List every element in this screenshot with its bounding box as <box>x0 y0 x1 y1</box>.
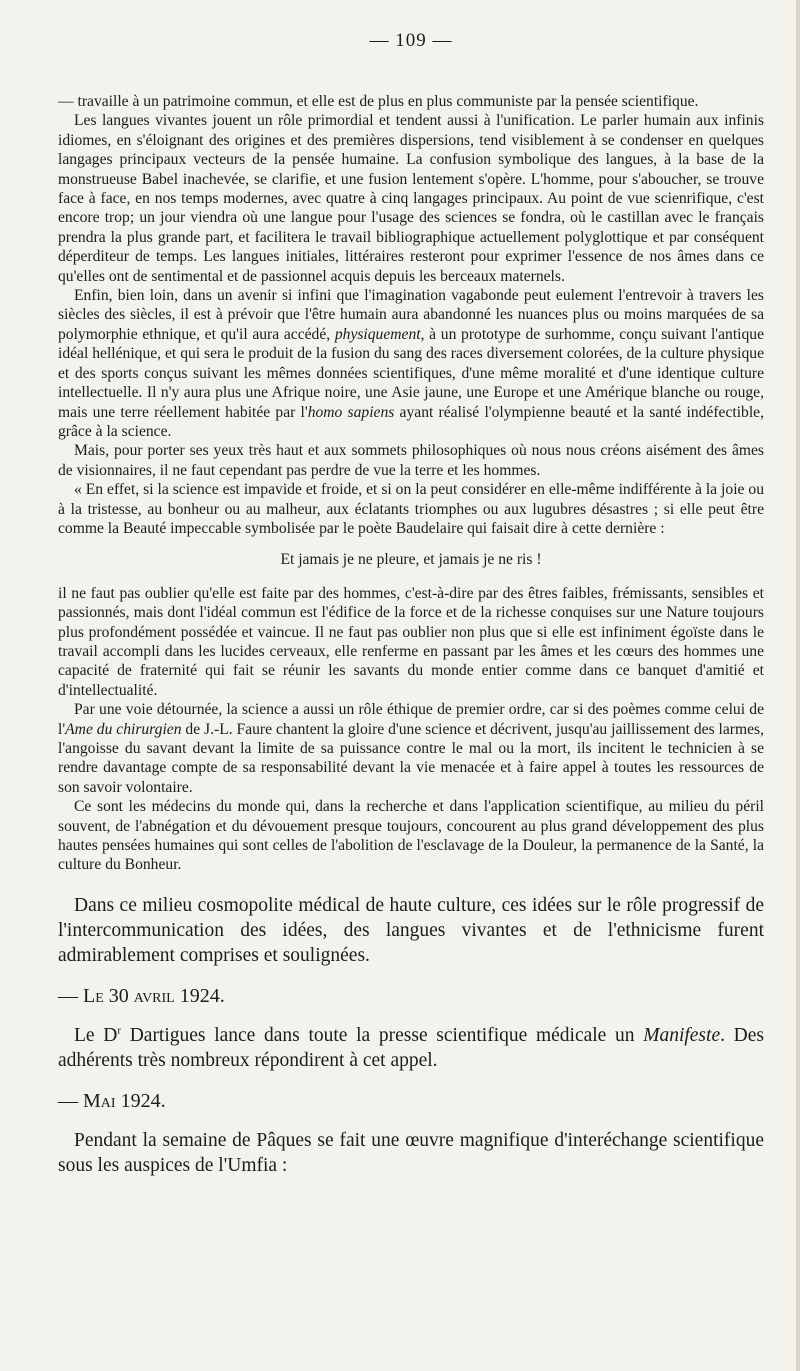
paragraph-4: Mais, pour porter ses yeux très haut et aux sommets philosophiques où nous nous créons aisément des âmes de visionnaires, il ne faut cependant pas perdre de vue la terre et les hommes. <box>58 442 764 479</box>
date-heading-april <box>58 984 764 1009</box>
paragraph-11: Pendant la semaine de Pâques se fait une œuvre magnifique d'interéchange scientifique sous les auspices de l'Umfia : <box>58 1129 764 1176</box>
paragraph-10-part-2: Dartigues lance dans toute la presse scientifique médicale un <box>121 1024 644 1046</box>
paragraph-3 <box>58 286 764 441</box>
paragraph-7-part-1: Par une voie détournée, la science a aussi un rôle éthique de premier ordre, car si des poèmes comme celui de l' <box>58 701 764 738</box>
date-heading-may <box>58 1089 764 1114</box>
date-april-dash: — <box>58 984 83 1007</box>
date-may-year: 1924. <box>115 1089 166 1112</box>
date-april-label: Le 30 avril <box>83 984 175 1007</box>
book-page <box>58 30 764 1178</box>
paragraph-3-part-3: ayant réalisé l'olympienne beauté et la santé indéfectible, grâce à la science. <box>58 403 764 440</box>
paragraph-7 <box>58 700 764 797</box>
paragraph-10-part-3: . Des adhérents très nombreux répondirent à cet appel. <box>58 1024 764 1071</box>
body-text-small <box>58 92 764 875</box>
paragraph-9: Dans ce milieu cosmopolite médical de haute culture, ces idées sur le rôle progressif de l'intercommunication des idées, des langues vivantes et de l'ethnicisme furent admirablement comprises et soulignées. <box>58 894 764 966</box>
paragraph-5: « En effet, si la science est impavide et froide, et si on la peut considérer en elle-même indifférente à la joie ou à la tristesse, au bonheur ou au malheur, aux éclatants triomphes ou aux lugubres désastres ; si elle peut être comme la Beauté impeccable symbolisée par le poète Baudelaire qui faisait dire à cette dernière : <box>58 481 764 537</box>
scan-edge <box>796 0 800 1371</box>
paragraph-10 <box>58 1023 764 1073</box>
paragraph-1: — travaille à un patrimoine commun, et elle est de plus en plus communiste par la pensée scientifique. <box>58 93 699 110</box>
date-april-year: 1924. <box>174 984 225 1007</box>
paragraph-10-part-1: Le D <box>74 1024 118 1046</box>
page-number: — 109 — <box>369 30 453 51</box>
date-may-dash: — <box>58 1089 83 1112</box>
body-text-large <box>58 893 764 1178</box>
verse-quote: Et jamais je ne pleure, et jamais je ne ris ! <box>280 551 542 569</box>
doctor-superscript: r <box>117 1024 122 1037</box>
paragraph-3-part-1: Enfin, bien loin, dans un avenir si infini que l'imagination vagabonde peut eulement l'entrevoir à travers les siècles des siècles, il est à prévoir que l'être humain aura abandonné les nuances plus ou moins marquées de sa polymorphie ethnique, et qu'il aura accédé, <box>58 287 764 343</box>
paragraph-7-emphasis: Ame du chirurgien <box>65 720 182 738</box>
paragraph-2: Les langues vivantes jouent un rôle primordial et tendent aussi à l'unification. Le parler humain aux infinis idiomes, en s'éloignant des origines et des premières dispersions, tend visiblement à se condenser en quelques langages principaux vecteurs de la pensée humaine. La confusion symbolique des langues, à la base de la monstrueuse Babel inachevée, se clarifie, et une fusion lentement s'opère. L'homme, pour s'aboucher, se trouve face à face, en nos temps modernes, avec quatre à cinq langages principaux. Au point de vue scienrifique, c'est encore trop; un jour viendra où une langue pour l'usage des sciences se fondra, où le castillan avec le français prendra la plus grande part, et facilitera le travail bibliographique actuellement polyglottique et par conséquent déperditeur de temps. Les langues initiales, littéraires resteront pour exprimer l'essence de nos âmes dans ce qu'elles ont de sentimental et de passionnel acquis depuis les berceaux maternels. <box>58 112 764 285</box>
date-may-label: Mai <box>83 1089 116 1112</box>
paragraph-3-emphasis-1: physiquement <box>334 325 421 343</box>
paragraph-6: il ne faut pas oublier qu'elle est faite par des hommes, c'est-à-dire par des êtres faibles, frémissants, sensibles et passionnés, mais dont l'idéal commun est l'édifice de la force et de la richesse conquises sur une Nature toujours plus profondément possédée et vaincue. Il ne faut pas oublier non plus que si elle est infiniment égoïste dans le travail accompli dans les lucides cerveaux, elle renferme en passant par les âmes et les cœurs des hommes une capacité de fraternité qui fait se réunir les savants du monde entier comme dans ce banquet d'amitié et d'intellectualité. <box>58 584 764 699</box>
paragraph-3-emphasis-2: homo sapiens <box>307 403 395 421</box>
manifeste-emphasis: Manifeste <box>643 1024 721 1046</box>
paragraph-8: Ce sont les médecins du monde qui, dans la recherche et dans l'application scientifique, au milieu du péril souvent, de l'abnégation et du dévouement presque toujours, concourent au plus grand développement des plus hautes pensées humaines qui sont celles de l'abolition de l'esclavage de la Douleur, la permanence de la Santé, la culture du Bonheur. <box>58 798 764 874</box>
paragraph-3-part-2: , à un prototype de surhomme, conçu suivant l'antique idéal hellénique, et qui sera le produit de la fusion du sang des races diversement colorées, de la culture physique et des sports conçus suivant les mêmes données scientifiques, d'une même moralité et d'une identique culture intellectuelle. Il n'y aura plus une Afrique noire, une Asie jaune, une Europe et une Amérique blanche ou rouge, mais une terre réellement habitée par l' <box>58 325 764 421</box>
paragraph-7-part-2: de J.-L. Faure chantent la gloire d'une science et décrivent, jusqu'au jaillissement des larmes, l'angoisse du savant devant la limite de sa puissance contre le mal ou la mort, ils incitent le technicien à se rendre davantage compte de sa responsabilité devant la vie menacée et à faire appel à toutes les ressources de son savoir volontaire. <box>58 720 765 796</box>
